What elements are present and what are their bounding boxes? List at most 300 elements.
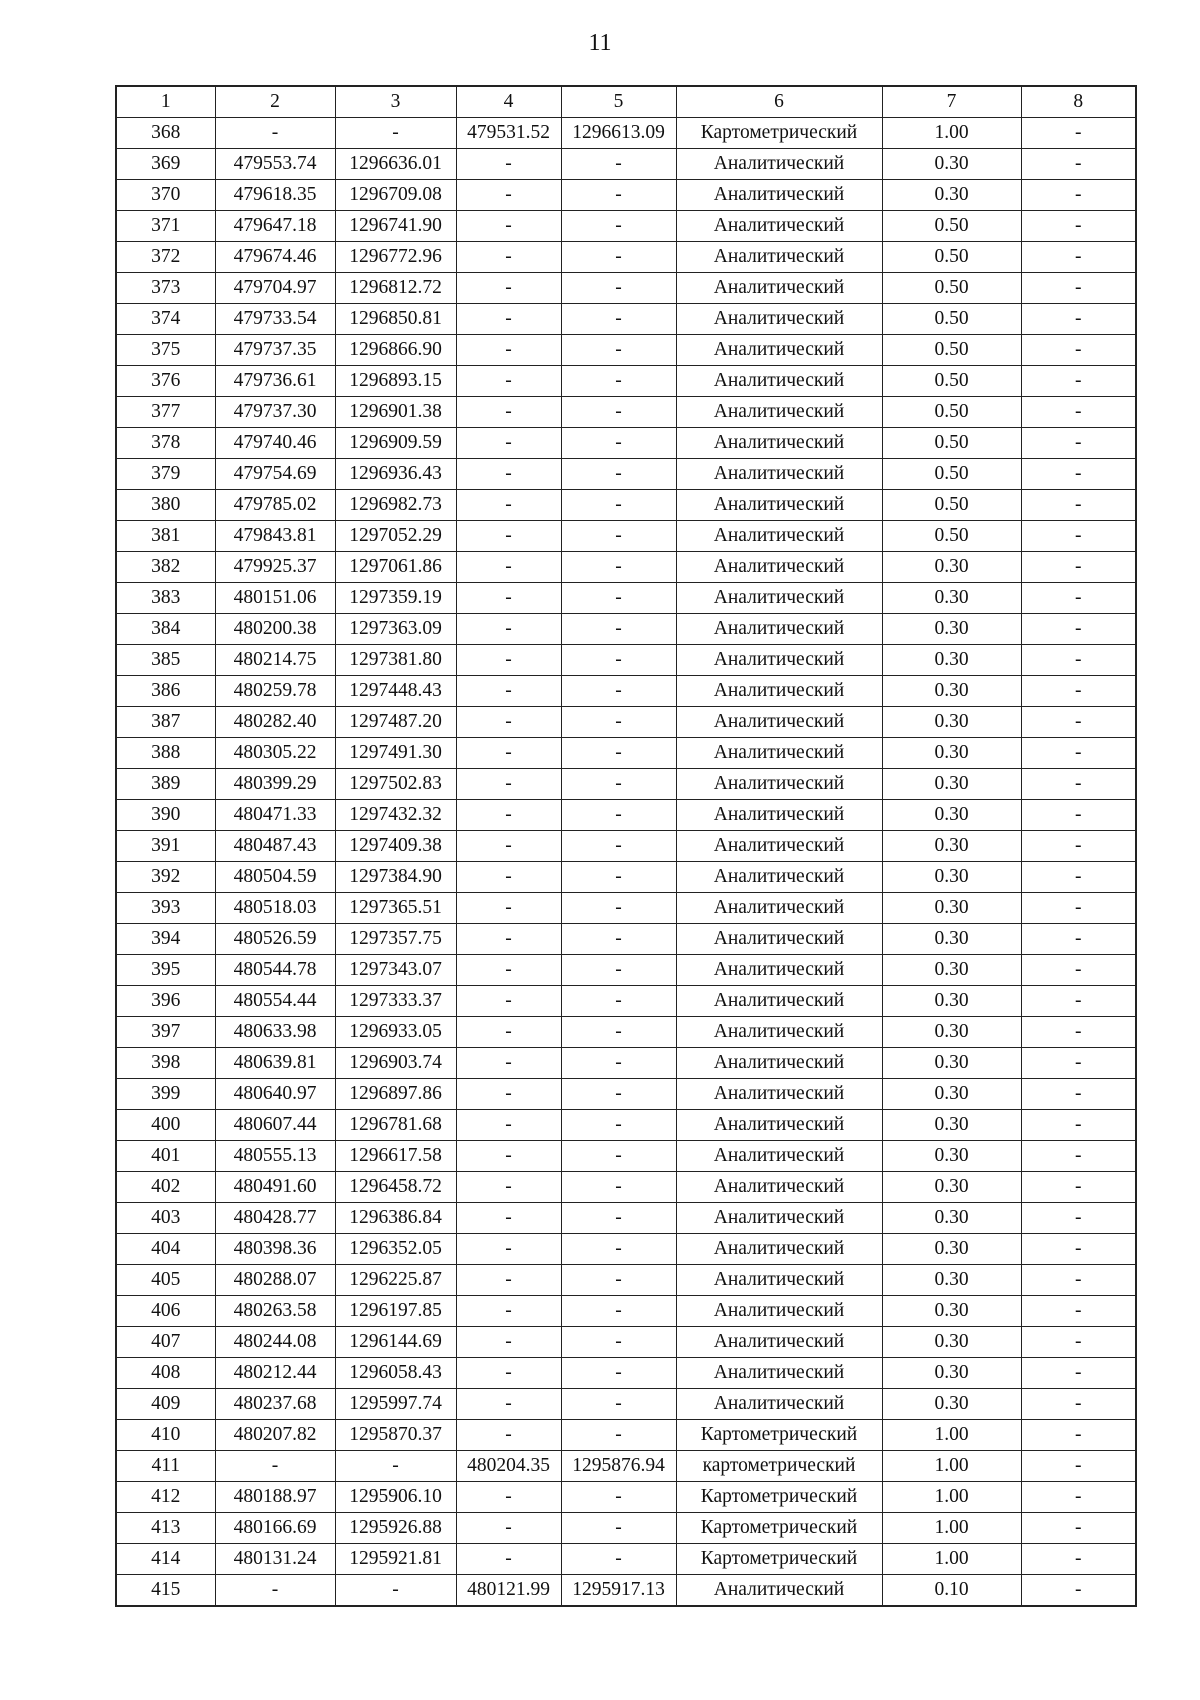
cell-x-coord: 480259.78: [215, 676, 335, 707]
cell-x-coord-alt: -: [456, 769, 561, 800]
cell-y-coord-alt: -: [561, 1141, 676, 1172]
cell-method: Аналитический: [676, 1327, 882, 1358]
cell-point-number: 404: [116, 1234, 215, 1265]
header-cell-x-coord-alt: 4: [456, 86, 561, 118]
cell-method: Аналитический: [676, 1234, 882, 1265]
cell-method: Аналитический: [676, 893, 882, 924]
cell-point-number: 413: [116, 1513, 215, 1544]
cell-note: -: [1021, 800, 1136, 831]
table-row: [116, 1420, 1136, 1451]
cell-method: Аналитический: [676, 614, 882, 645]
cell-note: -: [1021, 211, 1136, 242]
cell-y-coord: 1297363.09: [335, 614, 456, 645]
cell-x-coord: 479737.35: [215, 335, 335, 366]
cell-accuracy: 0.30: [882, 769, 1021, 800]
cell-accuracy: 0.30: [882, 1141, 1021, 1172]
cell-y-coord-alt: -: [561, 211, 676, 242]
table-row: [116, 614, 1136, 645]
cell-x-coord: 480504.59: [215, 862, 335, 893]
cell-accuracy: 0.30: [882, 1110, 1021, 1141]
cell-y-coord-alt: -: [561, 831, 676, 862]
cell-method: Картометрический: [676, 1482, 882, 1513]
cell-x-coord-alt: -: [456, 831, 561, 862]
cell-point-number: 378: [116, 428, 215, 459]
cell-point-number: 388: [116, 738, 215, 769]
cell-x-coord: 480399.29: [215, 769, 335, 800]
cell-x-coord: 479925.37: [215, 552, 335, 583]
cell-accuracy: 0.30: [882, 986, 1021, 1017]
cell-y-coord-alt: -: [561, 738, 676, 769]
cell-x-coord-alt: -: [456, 1079, 561, 1110]
table-row: [116, 583, 1136, 614]
cell-accuracy: 0.30: [882, 149, 1021, 180]
cell-accuracy: 0.30: [882, 1203, 1021, 1234]
cell-note: -: [1021, 149, 1136, 180]
cell-x-coord-alt: -: [456, 955, 561, 986]
cell-point-number: 380: [116, 490, 215, 521]
cell-point-number: 375: [116, 335, 215, 366]
cell-y-coord-alt: -: [561, 1079, 676, 1110]
cell-note: -: [1021, 645, 1136, 676]
cell-accuracy: 0.50: [882, 397, 1021, 428]
cell-accuracy: 0.30: [882, 738, 1021, 769]
cell-note: -: [1021, 1575, 1136, 1607]
cell-point-number: 374: [116, 304, 215, 335]
header-cell-point-number: 1: [116, 86, 215, 118]
table-body: [116, 86, 1136, 1606]
cell-x-coord: 479618.35: [215, 180, 335, 211]
cell-accuracy: 0.30: [882, 924, 1021, 955]
cell-accuracy: 0.30: [882, 955, 1021, 986]
cell-accuracy: 0.30: [882, 707, 1021, 738]
table-row: [116, 1513, 1136, 1544]
cell-y-coord: 1296866.90: [335, 335, 456, 366]
cell-y-coord-alt: -: [561, 397, 676, 428]
cell-x-coord-alt: -: [456, 1017, 561, 1048]
cell-method: Аналитический: [676, 924, 882, 955]
cell-method: Аналитический: [676, 490, 882, 521]
cell-method: Аналитический: [676, 1265, 882, 1296]
cell-accuracy: 1.00: [882, 1513, 1021, 1544]
cell-y-coord-alt: -: [561, 490, 676, 521]
cell-x-coord-alt: -: [456, 800, 561, 831]
cell-y-coord-alt: -: [561, 707, 676, 738]
cell-method: Аналитический: [676, 242, 882, 273]
cell-x-coord-alt: -: [456, 1048, 561, 1079]
cell-y-coord: 1295870.37: [335, 1420, 456, 1451]
cell-x-coord: -: [215, 118, 335, 149]
cell-accuracy: 0.30: [882, 1358, 1021, 1389]
cell-y-coord: 1296617.58: [335, 1141, 456, 1172]
table-row: [116, 242, 1136, 273]
cell-method: Аналитический: [676, 459, 882, 490]
cell-y-coord: 1296893.15: [335, 366, 456, 397]
cell-accuracy: 0.30: [882, 1296, 1021, 1327]
cell-y-coord-alt: 1295876.94: [561, 1451, 676, 1482]
cell-x-coord: 480607.44: [215, 1110, 335, 1141]
cell-y-coord-alt: -: [561, 1017, 676, 1048]
cell-x-coord-alt: -: [456, 428, 561, 459]
cell-x-coord-alt: -: [456, 986, 561, 1017]
cell-point-number: 397: [116, 1017, 215, 1048]
cell-method: Аналитический: [676, 149, 882, 180]
cell-method: Аналитический: [676, 831, 882, 862]
cell-x-coord: 480200.38: [215, 614, 335, 645]
cell-note: -: [1021, 304, 1136, 335]
table-row: [116, 180, 1136, 211]
cell-y-coord-alt: -: [561, 521, 676, 552]
cell-y-coord: 1296352.05: [335, 1234, 456, 1265]
cell-y-coord-alt: -: [561, 552, 676, 583]
table-row: [116, 1575, 1136, 1607]
header-cell-method: 6: [676, 86, 882, 118]
cell-x-coord-alt: -: [456, 304, 561, 335]
cell-note: -: [1021, 1420, 1136, 1451]
cell-method: Картометрический: [676, 1513, 882, 1544]
cell-x-coord-alt: -: [456, 583, 561, 614]
cell-x-coord-alt: -: [456, 149, 561, 180]
table-row: [116, 1048, 1136, 1079]
cell-y-coord-alt: -: [561, 614, 676, 645]
cell-y-coord-alt: -: [561, 893, 676, 924]
cell-x-coord: 479754.69: [215, 459, 335, 490]
cell-point-number: 415: [116, 1575, 215, 1607]
cell-x-coord-alt: -: [456, 211, 561, 242]
cell-x-coord: 480166.69: [215, 1513, 335, 1544]
cell-note: -: [1021, 1513, 1136, 1544]
cell-accuracy: 0.30: [882, 180, 1021, 211]
cell-method: Картометрический: [676, 1420, 882, 1451]
cell-accuracy: 0.30: [882, 1265, 1021, 1296]
cell-note: -: [1021, 490, 1136, 521]
cell-accuracy: 0.50: [882, 366, 1021, 397]
table-row: [116, 211, 1136, 242]
cell-y-coord-alt: -: [561, 1296, 676, 1327]
cell-method: Аналитический: [676, 986, 882, 1017]
cell-note: -: [1021, 1358, 1136, 1389]
cell-y-coord-alt: -: [561, 676, 676, 707]
cell-y-coord: 1296901.38: [335, 397, 456, 428]
cell-x-coord: 479553.74: [215, 149, 335, 180]
cell-method: Аналитический: [676, 645, 882, 676]
cell-y-coord-alt: -: [561, 986, 676, 1017]
table-row: [116, 1110, 1136, 1141]
cell-x-coord-alt: -: [456, 242, 561, 273]
cell-y-coord-alt: -: [561, 1203, 676, 1234]
cell-accuracy: 0.30: [882, 1327, 1021, 1358]
cell-point-number: 396: [116, 986, 215, 1017]
cell-method: Картометрический: [676, 1544, 882, 1575]
cell-x-coord: 479736.61: [215, 366, 335, 397]
cell-x-coord-alt: -: [456, 459, 561, 490]
cell-note: -: [1021, 769, 1136, 800]
cell-x-coord: 479740.46: [215, 428, 335, 459]
cell-x-coord-alt: -: [456, 924, 561, 955]
cell-y-coord: 1297491.30: [335, 738, 456, 769]
cell-note: -: [1021, 428, 1136, 459]
page-number: 11: [588, 30, 612, 56]
cell-note: -: [1021, 676, 1136, 707]
table-header-row: [116, 86, 1136, 118]
cell-y-coord: 1295906.10: [335, 1482, 456, 1513]
cell-y-coord: 1296144.69: [335, 1327, 456, 1358]
cell-x-coord: 480207.82: [215, 1420, 335, 1451]
cell-note: -: [1021, 1172, 1136, 1203]
cell-accuracy: 0.30: [882, 1172, 1021, 1203]
cell-note: -: [1021, 1079, 1136, 1110]
cell-x-coord: 480640.97: [215, 1079, 335, 1110]
cell-accuracy: 0.30: [882, 893, 1021, 924]
cell-y-coord-alt: -: [561, 1048, 676, 1079]
cell-y-coord: 1296897.86: [335, 1079, 456, 1110]
cell-note: -: [1021, 1544, 1136, 1575]
cell-note: -: [1021, 273, 1136, 304]
cell-note: -: [1021, 986, 1136, 1017]
cell-method: Аналитический: [676, 397, 882, 428]
cell-y-coord-alt: -: [561, 800, 676, 831]
table-row: [116, 397, 1136, 428]
cell-x-coord: 480237.68: [215, 1389, 335, 1420]
cell-method: Аналитический: [676, 1048, 882, 1079]
table-row: [116, 1327, 1136, 1358]
cell-note: -: [1021, 459, 1136, 490]
cell-x-coord-alt: -: [456, 552, 561, 583]
cell-y-coord-alt: -: [561, 1172, 676, 1203]
cell-y-coord: 1296458.72: [335, 1172, 456, 1203]
table-row: [116, 738, 1136, 769]
cell-note: -: [1021, 1017, 1136, 1048]
cell-accuracy: 0.30: [882, 614, 1021, 645]
cell-point-number: 386: [116, 676, 215, 707]
cell-x-coord: 480633.98: [215, 1017, 335, 1048]
cell-method: Аналитический: [676, 366, 882, 397]
cell-accuracy: 1.00: [882, 1482, 1021, 1513]
cell-y-coord: 1297448.43: [335, 676, 456, 707]
table-row: [116, 1079, 1136, 1110]
table-row: [116, 893, 1136, 924]
cell-accuracy: 0.50: [882, 428, 1021, 459]
cell-point-number: 410: [116, 1420, 215, 1451]
cell-y-coord: 1296982.73: [335, 490, 456, 521]
cell-point-number: 390: [116, 800, 215, 831]
cell-y-coord: 1297409.38: [335, 831, 456, 862]
cell-note: -: [1021, 1048, 1136, 1079]
cell-point-number: 403: [116, 1203, 215, 1234]
cell-y-coord: 1296936.43: [335, 459, 456, 490]
cell-y-coord: 1296741.90: [335, 211, 456, 242]
table-row: [116, 1389, 1136, 1420]
cell-y-coord-alt: -: [561, 428, 676, 459]
cell-y-coord-alt: -: [561, 862, 676, 893]
cell-x-coord-alt: -: [456, 614, 561, 645]
cell-method: Аналитический: [676, 521, 882, 552]
cell-y-coord: 1296812.72: [335, 273, 456, 304]
cell-x-coord: 480214.75: [215, 645, 335, 676]
cell-method: Аналитический: [676, 180, 882, 211]
cell-x-coord: 480518.03: [215, 893, 335, 924]
cell-note: -: [1021, 180, 1136, 211]
cell-x-coord-alt: -: [456, 1141, 561, 1172]
table-row: [116, 1544, 1136, 1575]
cell-y-coord-alt: -: [561, 583, 676, 614]
cell-y-coord: 1297343.07: [335, 955, 456, 986]
cell-note: -: [1021, 118, 1136, 149]
cell-y-coord: 1296636.01: [335, 149, 456, 180]
cell-y-coord: 1297365.51: [335, 893, 456, 924]
cell-x-coord: 480544.78: [215, 955, 335, 986]
cell-x-coord: -: [215, 1575, 335, 1607]
cell-point-number: 406: [116, 1296, 215, 1327]
cell-y-coord: 1296058.43: [335, 1358, 456, 1389]
cell-x-coord: -: [215, 1451, 335, 1482]
cell-x-coord-alt: 480204.35: [456, 1451, 561, 1482]
cell-accuracy: 1.00: [882, 1420, 1021, 1451]
table-row: [116, 1203, 1136, 1234]
cell-method: Аналитический: [676, 273, 882, 304]
cell-y-coord-alt: -: [561, 769, 676, 800]
cell-accuracy: 1.00: [882, 1451, 1021, 1482]
cell-note: -: [1021, 1389, 1136, 1420]
table-row: [116, 1451, 1136, 1482]
cell-method: Аналитический: [676, 1141, 882, 1172]
cell-method: Аналитический: [676, 707, 882, 738]
cell-y-coord: 1297357.75: [335, 924, 456, 955]
cell-method: Аналитический: [676, 583, 882, 614]
cell-accuracy: 0.30: [882, 1079, 1021, 1110]
cell-y-coord: 1296197.85: [335, 1296, 456, 1327]
cell-point-number: 392: [116, 862, 215, 893]
cell-x-coord: 480428.77: [215, 1203, 335, 1234]
cell-accuracy: 0.30: [882, 1048, 1021, 1079]
cell-x-coord-alt: -: [456, 1234, 561, 1265]
cell-x-coord: 480491.60: [215, 1172, 335, 1203]
table-row: [116, 428, 1136, 459]
cell-x-coord: 479647.18: [215, 211, 335, 242]
cell-x-coord-alt: -: [456, 1327, 561, 1358]
cell-accuracy: 0.50: [882, 211, 1021, 242]
cell-x-coord: 480288.07: [215, 1265, 335, 1296]
cell-accuracy: 0.30: [882, 862, 1021, 893]
cell-note: -: [1021, 521, 1136, 552]
cell-point-number: 381: [116, 521, 215, 552]
cell-method: Аналитический: [676, 676, 882, 707]
cell-point-number: 401: [116, 1141, 215, 1172]
cell-note: -: [1021, 583, 1136, 614]
cell-y-coord-alt: -: [561, 149, 676, 180]
table-row: [116, 986, 1136, 1017]
cell-note: -: [1021, 893, 1136, 924]
table-row: [116, 1017, 1136, 1048]
cell-y-coord-alt: -: [561, 1234, 676, 1265]
cell-note: -: [1021, 335, 1136, 366]
cell-x-coord: 480131.24: [215, 1544, 335, 1575]
cell-point-number: 412: [116, 1482, 215, 1513]
cell-y-coord-alt: -: [561, 645, 676, 676]
cell-y-coord: 1297333.37: [335, 986, 456, 1017]
cell-method: Аналитический: [676, 955, 882, 986]
cell-y-coord-alt: -: [561, 304, 676, 335]
cell-y-coord-alt: -: [561, 459, 676, 490]
cell-y-coord-alt: -: [561, 366, 676, 397]
cell-x-coord-alt: -: [456, 1110, 561, 1141]
header-cell-y-coord-alt: 5: [561, 86, 676, 118]
cell-x-coord: 479785.02: [215, 490, 335, 521]
cell-accuracy: 0.30: [882, 583, 1021, 614]
cell-y-coord: 1296386.84: [335, 1203, 456, 1234]
coordinates-table: [115, 85, 1137, 1607]
cell-x-coord: 480282.40: [215, 707, 335, 738]
cell-point-number: 383: [116, 583, 215, 614]
cell-method: Аналитический: [676, 1172, 882, 1203]
cell-y-coord-alt: -: [561, 1358, 676, 1389]
table-row: [116, 645, 1136, 676]
cell-accuracy: 0.50: [882, 242, 1021, 273]
cell-point-number: 400: [116, 1110, 215, 1141]
cell-point-number: 384: [116, 614, 215, 645]
cell-note: -: [1021, 552, 1136, 583]
cell-x-coord-alt: -: [456, 862, 561, 893]
cell-note: -: [1021, 397, 1136, 428]
table-row: [116, 1358, 1136, 1389]
cell-x-coord-alt: -: [456, 645, 561, 676]
table-row: [116, 1296, 1136, 1327]
cell-method: Аналитический: [676, 1203, 882, 1234]
cell-point-number: 394: [116, 924, 215, 955]
cell-accuracy: 0.30: [882, 676, 1021, 707]
table-row: [116, 1482, 1136, 1513]
cell-note: -: [1021, 738, 1136, 769]
cell-y-coord-alt: -: [561, 1544, 676, 1575]
cell-y-coord-alt: -: [561, 1482, 676, 1513]
cell-x-coord: 480639.81: [215, 1048, 335, 1079]
table-row: [116, 862, 1136, 893]
cell-point-number: 387: [116, 707, 215, 738]
cell-accuracy: 0.30: [882, 800, 1021, 831]
cell-y-coord: 1297502.83: [335, 769, 456, 800]
cell-point-number: 398: [116, 1048, 215, 1079]
cell-method: Аналитический: [676, 800, 882, 831]
cell-point-number: 376: [116, 366, 215, 397]
cell-x-coord-alt: -: [456, 366, 561, 397]
cell-x-coord-alt: -: [456, 521, 561, 552]
table-row: [116, 955, 1136, 986]
cell-accuracy: 1.00: [882, 1544, 1021, 1575]
cell-y-coord: 1297487.20: [335, 707, 456, 738]
cell-x-coord: 480554.44: [215, 986, 335, 1017]
cell-method: Аналитический: [676, 1358, 882, 1389]
cell-note: -: [1021, 1482, 1136, 1513]
table-row: [116, 304, 1136, 335]
cell-point-number: 389: [116, 769, 215, 800]
cell-accuracy: 0.50: [882, 490, 1021, 521]
cell-accuracy: 0.30: [882, 1234, 1021, 1265]
cell-x-coord-alt: -: [456, 1172, 561, 1203]
cell-x-coord-alt: -: [456, 707, 561, 738]
cell-accuracy: 0.50: [882, 459, 1021, 490]
cell-x-coord-alt: -: [456, 397, 561, 428]
table-row: [116, 335, 1136, 366]
cell-point-number: 371: [116, 211, 215, 242]
cell-accuracy: 0.30: [882, 645, 1021, 676]
table-row: [116, 831, 1136, 862]
cell-method: Аналитический: [676, 1079, 882, 1110]
cell-accuracy: 0.50: [882, 304, 1021, 335]
cell-y-coord-alt: -: [561, 335, 676, 366]
cell-y-coord: -: [335, 1575, 456, 1607]
header-cell-accuracy: 7: [882, 86, 1021, 118]
cell-y-coord-alt: -: [561, 1265, 676, 1296]
cell-y-coord-alt: -: [561, 1420, 676, 1451]
